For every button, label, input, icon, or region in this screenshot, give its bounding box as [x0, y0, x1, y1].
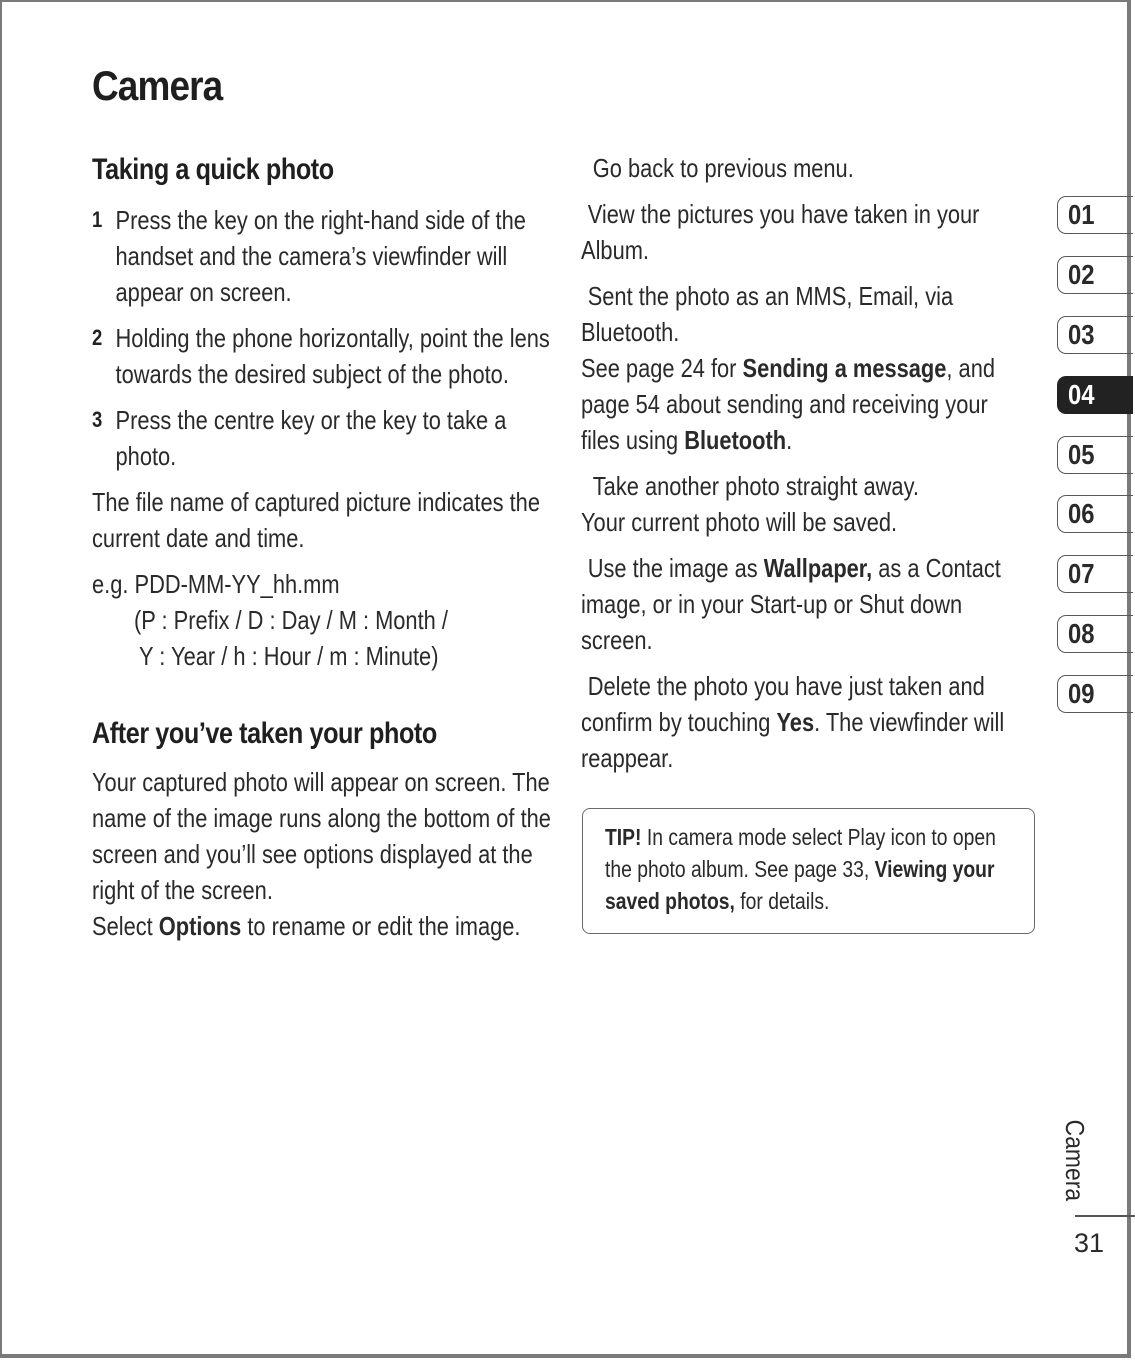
step-number: 3 [92, 407, 103, 432]
steps-list [92, 202, 552, 474]
select-options-text: Select Options to rename or edit the image. [92, 911, 521, 941]
filename-example [92, 566, 552, 674]
chapter-tab-02[interactable]: 02 [1057, 256, 1133, 294]
section-side-label: Camera [1060, 1119, 1090, 1202]
take-another-text: Take another photo straight away. [592, 471, 919, 501]
delete-photo-text: Delete the photo you have just taken and confirm by touching Yes. The viewfinder will reappear. [581, 671, 1005, 773]
chapter-tab-05[interactable]: 05 [1057, 436, 1133, 474]
step-item [92, 320, 552, 392]
example-line-3: Y : Year / h : Hour / m : Minute) [139, 641, 439, 671]
example-line-1: e.g. PDD-MM-YY_hh.mm [92, 569, 340, 599]
use-image-text: Use the image as Wallpaper, as a Contact image, or in your Start-up or Shut down screen. [581, 553, 1001, 655]
step-text: Press the key on the right-hand side of the handset and the camera’s viewfinder will appear on screen. [115, 205, 526, 307]
right-column [581, 150, 1031, 776]
side-divider [1075, 1215, 1135, 1217]
back-option-text: Go back to previous menu. [592, 153, 854, 183]
options-label: Options [158, 911, 242, 941]
step-item [92, 402, 552, 474]
album-option-text: View the pictures you have taken in your Album. [581, 199, 980, 265]
example-line-2: (P : Prefix / D : Day / M : Month / [134, 605, 448, 635]
tip-text: TIP! In camera mode select Play icon to open the photo album. See page 33, Viewing your saved photos, for details. [605, 824, 996, 914]
chapter-tab-08[interactable]: 08 [1057, 615, 1133, 653]
chapter-tab-01[interactable]: 01 [1057, 196, 1133, 234]
chapter-tab-07[interactable]: 07 [1057, 555, 1133, 593]
chapter-tab-04[interactable]: 04 [1057, 376, 1133, 414]
chapter-tab-09[interactable]: 09 [1057, 675, 1133, 713]
page-title: Camera [92, 62, 223, 109]
chapter-tab-03[interactable]: 03 [1057, 316, 1133, 354]
tip-label: TIP! [605, 824, 642, 850]
page-number: 31 [1074, 1228, 1105, 1258]
section-heading-after-photo: After you’ve taken your photo [92, 717, 437, 750]
left-column [92, 150, 552, 944]
step-text: Holding the phone horizontally, point the lens towards the desired subject of the photo. [115, 323, 550, 389]
section-heading-quick-photo: Taking a quick photo [92, 153, 334, 186]
step-number: 1 [92, 207, 103, 232]
send-option-text: Sent the photo as an MMS, Email, via Bluetooth. [581, 281, 954, 347]
step-text: Press the centre key or the key to take a photo. [115, 405, 507, 471]
step-number: 2 [92, 325, 103, 350]
photo-saved-text: Your current photo will be saved. [581, 507, 898, 537]
see-page-text: See page 24 for Sending a message, and page 54 about sending and receiving your files using Bluetooth. [581, 353, 996, 455]
tip-box [582, 808, 1035, 934]
filename-note: The file name of captured picture indicates the current date and time. [92, 487, 540, 553]
chapter-tab-06[interactable]: 06 [1057, 495, 1133, 533]
step-item [92, 202, 552, 310]
after-photo-text: Your captured photo will appear on screen. The name of the image runs along the bottom of the screen and you’ll see options displayed at the right of the screen. [92, 767, 551, 905]
